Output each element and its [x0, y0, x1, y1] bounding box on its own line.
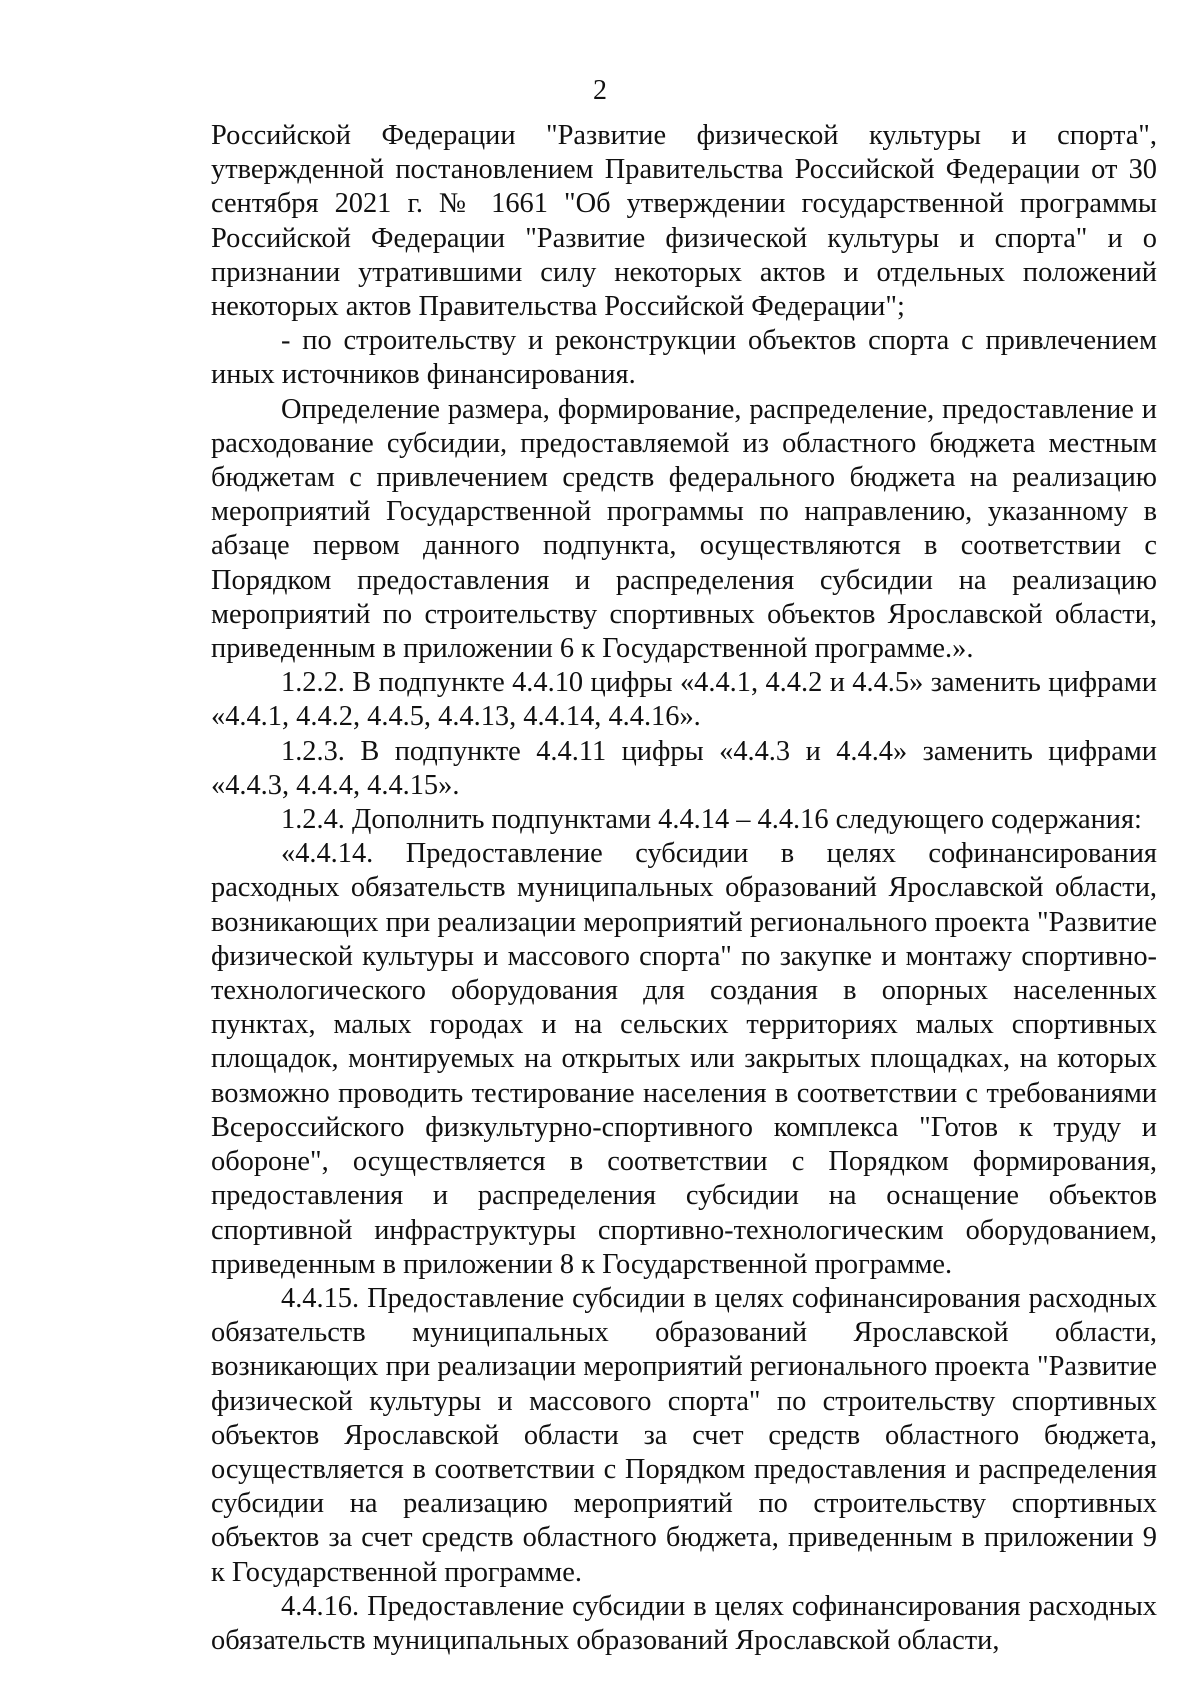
paragraph: 4.4.16. Предоставление субсидии в целях софинансирования расходных обязательств муниципальных образований Ярославской области,: [211, 1590, 1157, 1656]
document-body: [211, 119, 1157, 1658]
paragraph: 1.2.3. В подпункте 4.4.11 цифры «4.4.3 и 4.4.4» заменить цифрами «4.4.3, 4.4.4, 4.4.15».: [211, 735, 1157, 801]
paragraph: «4.4.14. Предоставление субсидии в целях софинансирования расходных обязательств муниципальных образований Ярославской области, возникающих при реализации мероприятий регионального проекта "Развитие физической культуры и массового спорта" по закупке и монтажу спортивно-технологического оборудования для создания в опорных населенных пунктах, малых городах и на сельских территориях малых спортивных площадок, монтируемых на открытых или закрытых площадках, на которых возможно проводить тестирование населения в соответствии с требованиями Всероссийского физкультурно-спортивного комплекса "Готов к труду и обороне", осуществляется в соответствии с Порядком формирования, предоставления и распределения субсидии на оснащение объектов спортивной инфраструктуры спортивно-технологическим оборудованием, приведенным в приложении 8 к Государственной программе.: [211, 838, 1157, 1280]
paragraph: 1.2.4. Дополнить подпунктами 4.4.14 – 4.4.16 следующего содержания:: [281, 804, 1142, 836]
paragraph: 4.4.15. Предоставление субсидии в целях софинансирования расходных обязательств муниципальных образований Ярославской области, возникающих при реализации мероприятий регионального проекта "Развитие физической культуры и массового спорта" по строительству спортивных объектов Ярославской области за счет средств областного бюджета, осуществляется в соответствии с Порядком предоставления и распределения субсидии на реализацию мероприятий по строительству спортивных объектов за счет средств областного бюджета, приведенным в приложении 9 к Государственной программе.: [211, 1282, 1157, 1588]
page-number: 2: [593, 75, 607, 106]
paragraph: Российской Федерации "Развитие физической культуры и спорта", утвержденной постановлением Правительства Российской Федерации от 30 сентября 2021 г. № 1661 "Об утверждении государственной программы Российской Федерации "Развитие физической культуры и спорта" и о признании утратившими силу некоторых актов и отдельных положений некоторых актов Правительства Российской Федерации";: [211, 120, 1157, 323]
paragraph: Определение размера, формирование, распределение, предоставление и расходование субсидии, предоставляемой из областного бюджета местным бюджетам с привлечением средств федерального бюджета на реализацию мероприятий Государственной программы по направлению, указанному в абзаце первом данного подпункта, осуществляются в соответствии с Порядком предоставления и распределения субсидии на реализацию мероприятий по строительству спортивных объектов Ярославской области, приведенным в приложении 6 к Государственной программе.».: [211, 393, 1157, 665]
paragraph: 1.2.2. В подпункте 4.4.10 цифры «4.4.1, 4.4.2 и 4.4.5» заменить цифрами «4.4.1, 4.4.2, 4.4.5, 4.4.13, 4.4.14, 4.4.16».: [211, 667, 1157, 733]
paragraph: - по строительству и реконструкции объектов спорта с привлечением иных источников финансирования.: [211, 325, 1157, 391]
